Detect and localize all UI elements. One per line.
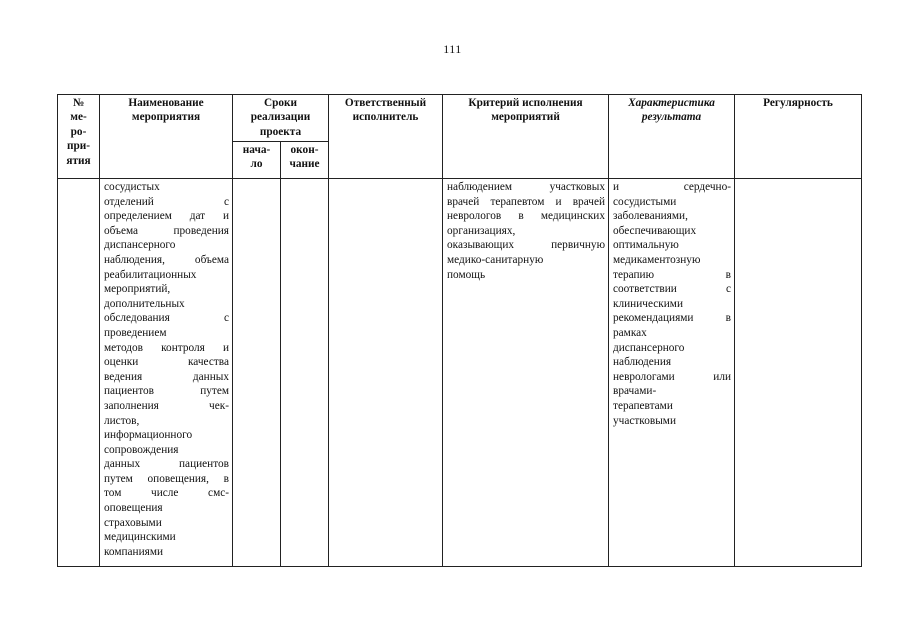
text-line: мероприятий, (104, 283, 171, 296)
name-text (100, 179, 232, 559)
text-line: медико-санитарную (447, 253, 544, 266)
header-start: нача- ло (233, 142, 281, 179)
text-line: заполнения чек- (104, 399, 229, 412)
cell-regularity (735, 179, 862, 567)
text-line: том числе смс- (104, 487, 229, 500)
cell-characteristic (609, 179, 735, 567)
text-line: медикаментозную (613, 253, 701, 266)
text-line: путем оповещения, в (104, 472, 229, 485)
header-responsible: Ответственный исполнитель (329, 95, 443, 179)
text-line: оказывающих первичную (447, 239, 606, 252)
text-line: сосудистых (104, 181, 160, 193)
cell-num (58, 179, 100, 567)
text-line: диспансерного (104, 239, 176, 252)
text-line: оповещения (104, 502, 163, 515)
text-line: наблюдения, объема (104, 253, 229, 266)
header-terms: Сроки реализации проекта (233, 95, 329, 142)
cell-end (281, 179, 329, 567)
header-characteristic: Характеристика результата (609, 95, 735, 179)
text-line: рекомендациями в (613, 312, 732, 325)
text-line: участковыми (613, 414, 676, 427)
text-line: отделений с (104, 195, 229, 208)
header-end: окон- чание (281, 142, 329, 179)
text-line: диспансерного (613, 341, 685, 354)
characteristic-text (609, 179, 734, 428)
text-line: объема проведения (104, 224, 229, 237)
text-line: соответствии с (613, 283, 732, 296)
text-line: неврологами или (613, 370, 732, 383)
text-line: организациях, (447, 224, 516, 237)
text-line: определением дат и (104, 210, 229, 223)
cell-responsible (329, 179, 443, 567)
text-line: сосудистыми (613, 195, 677, 208)
cell-criterion (443, 179, 609, 567)
table-row (58, 179, 862, 567)
text-line: терапевтами (613, 399, 673, 412)
text-line: наблюдением участковых (447, 181, 606, 193)
text-line: наблюдения (613, 356, 672, 369)
header-num: № ме- ро- при- ятия (58, 95, 100, 179)
text-line: дополнительных (104, 297, 185, 310)
text-line: терапию в (613, 268, 732, 281)
text-line: оценки качества (104, 356, 229, 369)
page-number: 111 (443, 42, 462, 56)
text-line: сопровождения (104, 443, 179, 456)
text-line: листов, (104, 414, 140, 427)
text-line: помощь (447, 268, 486, 281)
text-line: заболеваниями, (613, 210, 688, 223)
text-line: и сердечно- (613, 181, 732, 193)
text-line: реабилитационных (104, 268, 197, 281)
text-line: клиническими (613, 297, 683, 310)
text-line: проведением (104, 326, 167, 339)
text-line: ведения данных (104, 370, 229, 383)
header-row (58, 95, 862, 142)
criterion-text (443, 179, 608, 282)
text-line: информационного (104, 429, 193, 442)
text-line: страховыми (104, 516, 162, 529)
measures-table (57, 94, 862, 567)
header-regularity: Регулярность (735, 95, 862, 179)
text-line: обследования с (104, 312, 229, 325)
header-name: Наименование мероприятия (100, 95, 233, 179)
cell-start (233, 179, 281, 567)
text-line: врачей терапевтом и врачей (447, 195, 606, 208)
text-line: неврологов в медицинских (447, 210, 606, 223)
text-line: данных пациентов (104, 458, 229, 471)
text-line: методов контроля и (104, 341, 229, 354)
text-line: врачами- (613, 385, 657, 398)
text-line: компаниями (104, 545, 164, 558)
header-criterion: Критерий исполнения мероприятий (443, 95, 609, 179)
cell-name (100, 179, 233, 567)
text-line: медицинскими (104, 531, 176, 544)
text-line: оптимальную (613, 239, 679, 252)
text-line: пациентов путем (104, 385, 229, 398)
text-line: обеспечивающих (613, 224, 697, 237)
text-line: рамках (613, 326, 647, 339)
